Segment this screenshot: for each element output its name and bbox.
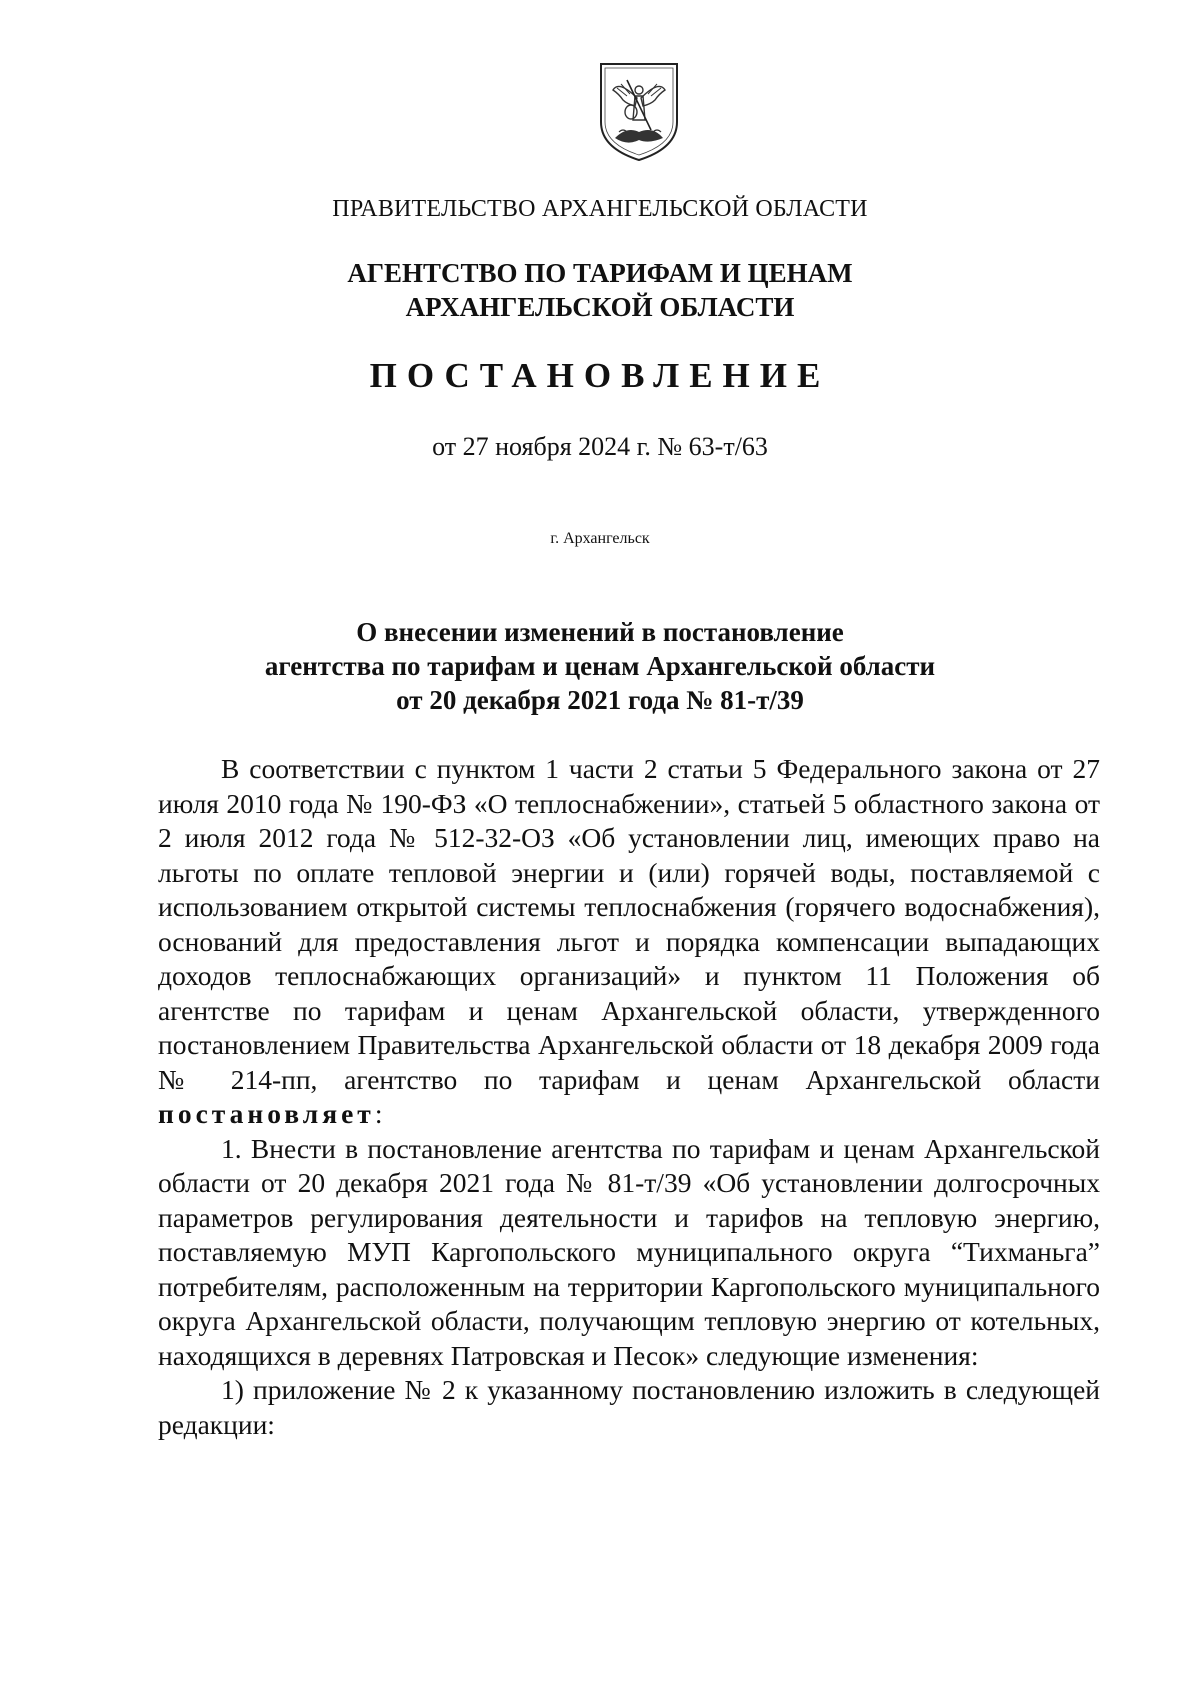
preamble-text: В соответствии с пунктом 1 части 2 статьи 5 Федерального закона от 27 июля 2010 года № 190-ФЗ «О теплоснабжении», статьей 5 областного закона от 2 июля 2012 года № 512-32-ОЗ «Об установлении лиц, имеющих право на льготы по оплате тепловой энергии и (или) горячей воды, поставляемой с использованием открытой системы теплоснабжения (горячего водоснабжения), оснований для предоставления льгот и порядка компенсации выпадающих доходов теплоснабжающих организаций» и пунктом 11 Положения об агентстве по тарифам и ценам Архангельской области, утвержденного постановлением Правительства Архангельской области от 18 декабря 2009 года № 214-пп, агентство по тарифам и ценам Архангельской области <box>158 753 1100 1095</box>
item-1-paragraph: 1. Внести в постановление агентства по тарифам и ценам Архангельской области от 20 декабря 2021 года № 81-т/39 «Об установлении долгосрочных параметров регулирования деятельности и тарифов на тепловую энергию, поставляемую МУП Каргопольского муниципального округа “Тихманьга” потребителям, расположенным на территории Каргопольского муниципального округа Архангельской области, получающим тепловую энергию от котельных, находящихся в деревнях Патровская и Песок» следующие изменения: <box>158 1132 1100 1371</box>
coat-of-arms-icon <box>597 60 681 164</box>
item-1-subitem-1-paragraph: 1) приложение № 2 к указанному постановлению изложить в следующей редакции: <box>158 1374 1100 1440</box>
document-number: от 27 ноября 2024 г. № 63-т/63 <box>432 432 768 461</box>
government-name: ПРАВИТЕЛЬСТВО АРХАНГЕЛЬСКОЙ ОБЛАСТИ <box>332 196 868 222</box>
resolves-word: постановляет <box>158 1098 375 1129</box>
preamble-paragraph <box>158 752 1100 1132</box>
document-title <box>0 615 1200 717</box>
city: г. Архангельск <box>550 530 650 547</box>
resolves-colon: : <box>374 1098 383 1129</box>
agency-name-line-1: АГЕНТСТВО ПО ТАРИФАМ И ЦЕНАМ <box>347 258 853 288</box>
document-type: ПОСТАНОВЛЕНИЕ <box>369 356 831 395</box>
agency-name <box>0 256 1200 324</box>
document-title-line-3: от 20 декабря 2021 года № 81-т/39 <box>396 685 804 715</box>
document-title-line-1: О внесении изменений в постановление <box>356 617 844 647</box>
agency-name-line-2: АРХАНГЕЛЬСКОЙ ОБЛАСТИ <box>405 292 795 322</box>
document-body <box>158 752 1100 1442</box>
document-title-line-2: агентства по тарифам и ценам Архангельской области <box>264 651 936 681</box>
